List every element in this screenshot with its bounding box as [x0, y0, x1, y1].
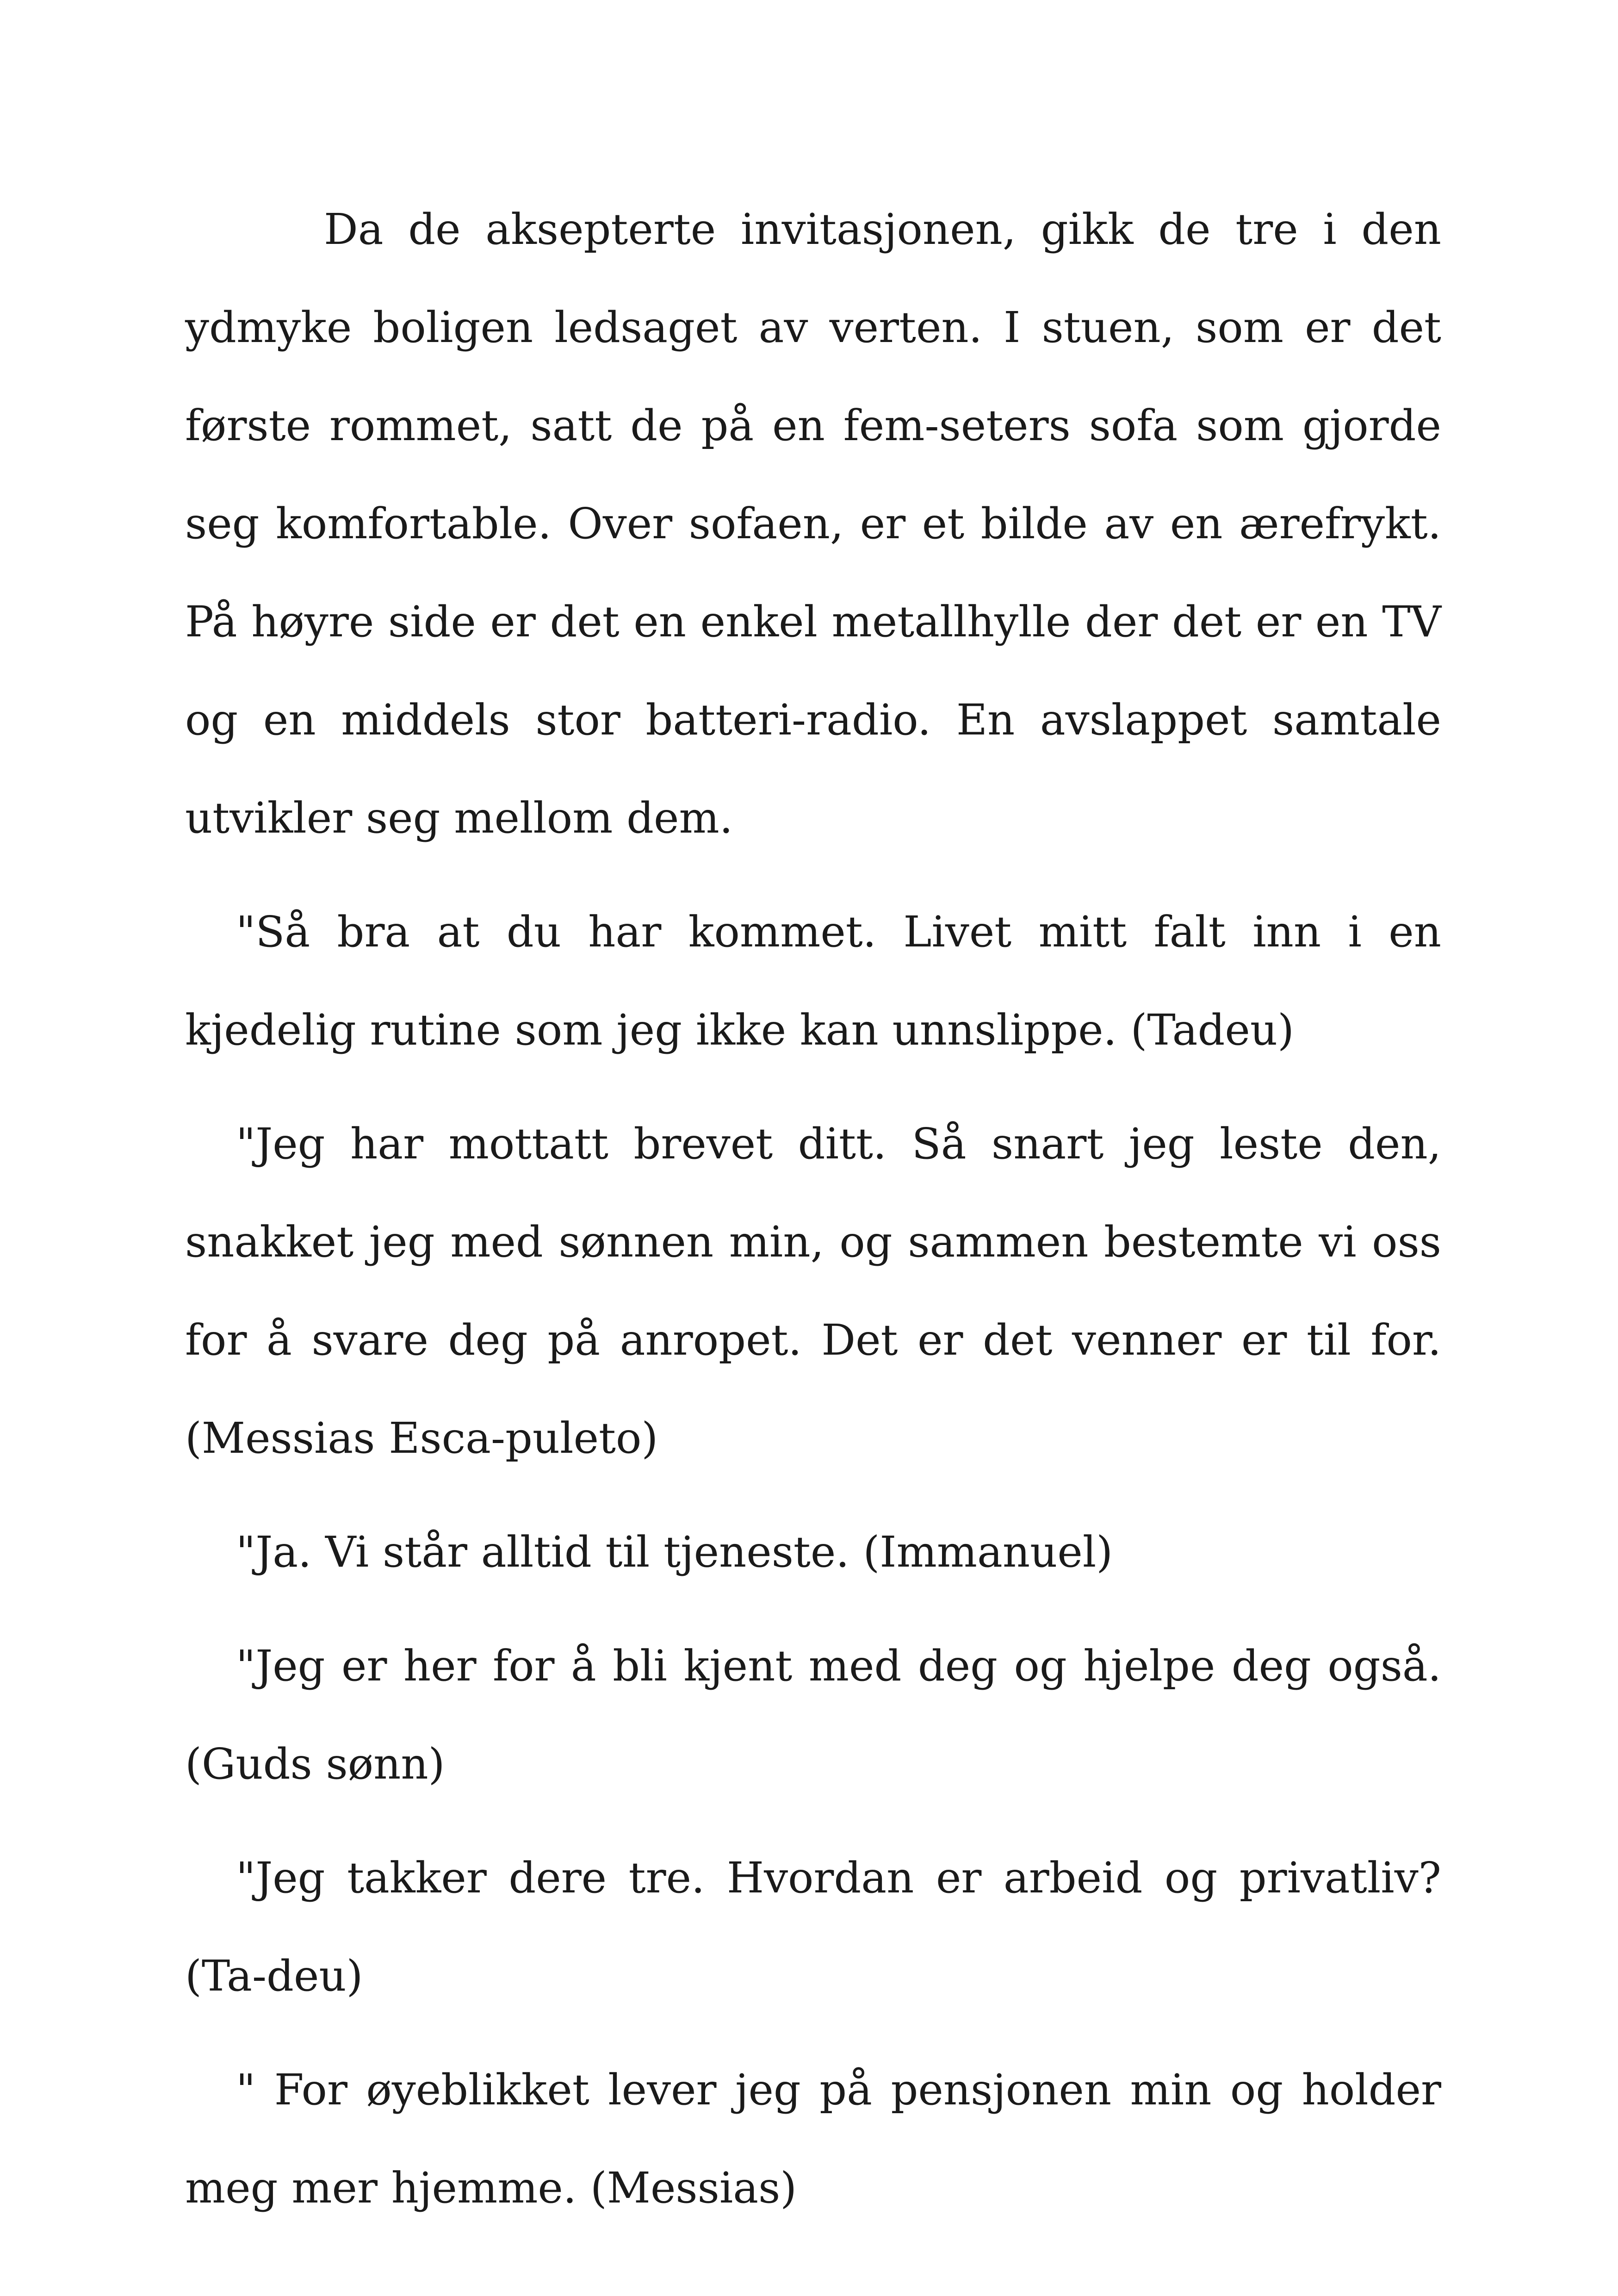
dialogue-paragraph: "Ja. Vi står alltid til tjeneste. (Immanuel) [236, 1527, 1113, 1577]
dialogue-paragraph: "Så bra at du har kommet. Livet mitt falt inn i en kjedelig rutine som jeg ikke kan unnslippe. (Tadeu) [185, 907, 1441, 1055]
dialogue-paragraph: "Jeg er her for å bli kjent med deg og hjelpe deg også. (Guds sønn) [185, 1641, 1441, 1789]
narrative-paragraph: Da de aksepterte invitasjonen, gikk de tre i den ydmyke boligen ledsaget av verten. I stuen, som er det første rommet, satt de på en fem-seters sofa som gjorde seg komfortable. Over sofaen, er et bilde av en ærefrykt. På høyre side er det en enkel metallhylle der det er en TV og en middels stor batteri-radio. En avslappet samtale utvikler seg mellom dem. [185, 205, 1441, 843]
dialogue-paragraph: "Jeg har mottatt brevet ditt. Så snart jeg leste den, snakket jeg med sønnen min, og sammen bestemte vi oss for å svare deg på anropet. Det er det venner er til for. (Messias Esca-puleto) [185, 1119, 1441, 1463]
dialogue-paragraph: "Jeg takker dere tre. Hvordan er arbeid og privatliv? (Ta-deu) [185, 1853, 1441, 2001]
text-body [185, 180, 1441, 2253]
dialogue-paragraph: " For øyeblikket lever jeg på pensjonen min og holder meg mer hjemme. (Messias) [185, 2065, 1441, 2213]
